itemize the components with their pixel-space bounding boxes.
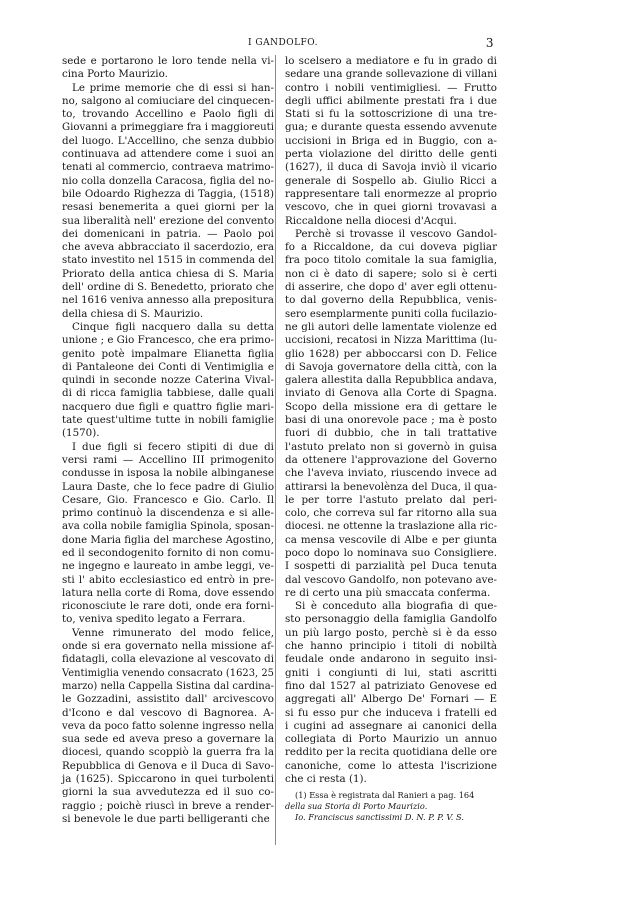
right-column-line: basi di una onorevole pace ; ma è posto <box>285 414 497 427</box>
page-header <box>62 36 494 50</box>
left-column-line: Venne rimunerato del modo felice, <box>72 626 275 639</box>
left-column-line: nio colla donzella Caracosa, figlia del no- <box>62 174 275 187</box>
right-column-line: ca mensa vescovile di Albe e per giunta <box>285 533 497 546</box>
right-column-line: fra poco titolo comitale la sua famiglia, <box>285 254 497 267</box>
right-column-line: non ci è dato di sapere; solo si è certi <box>285 267 498 280</box>
right-column-line: collegiata di Porto Maurizio un annuo <box>285 733 498 746</box>
left-column-line: ava colla nobile famiglia Spinola, sposan- <box>62 520 275 533</box>
left-column-line: dell' ordine di S. Benedetto, priorato che <box>62 281 275 294</box>
left-column-line: Ventimiglia venendo consacrato (1623, 25 <box>62 666 275 679</box>
footnote-line: (1) Essa è registrata dal Ranieri a pag. 164 <box>295 790 475 801</box>
right-column-line: aggregati all' Albergo De' Fornari — E <box>285 693 497 706</box>
footnote-line: della sua Storia di Porto Maurizio. <box>285 801 428 812</box>
right-column-line: i cugini ad assegnare ai canonici della <box>285 719 497 732</box>
right-column-line: da ottenere l'approvazione del Governo <box>285 453 498 466</box>
left-column-line: primo continuò la discendenza e si alle- <box>62 507 275 520</box>
left-column-line: Giovanni a primeggiare fra i maggioreuti <box>62 121 275 134</box>
left-column-line: sti l' abito ecclesiastico ed entrò in pre- <box>62 573 275 586</box>
right-column-line: poco dopo lo nominava suo Consigliere. <box>285 546 497 559</box>
left-column-text <box>62 55 274 826</box>
right-column-line: l'astuto prelato non si governò in guisa <box>285 440 498 453</box>
right-column-line: contro i nobili ventimigliesi. — Frutto <box>285 81 497 94</box>
right-column-line: vescovo, che in quei giorni trovavasi a <box>285 201 497 214</box>
left-column-line: marzo) nella Cappella Sistina dal cardina- <box>62 679 275 692</box>
right-column-line: Stati si fu la sottoscrizione di una tre- <box>285 108 497 121</box>
left-column-line: si benevole le due parti belligeranti che <box>62 812 270 825</box>
left-column-line: sua sede ed aveva preso a governare la <box>62 733 275 746</box>
right-column-line: che l'aveva inviato, riuscendo invece ad <box>285 467 498 480</box>
right-column-line: uccisioni in Briga ed in Buggio, con a- <box>285 134 497 147</box>
right-column-line: le per torre l'astuto prelato dal peri- <box>285 493 498 506</box>
left-column-line: Repubblica di Genova e il Duca di Savo- <box>62 759 274 772</box>
right-column-line: di asserire, che dopo d' aver egli ottenu- <box>285 281 497 294</box>
left-column-line: genito potè impalmare Elianetta figlia <box>62 347 274 360</box>
right-column-line: canoniche, come lo attesta l'iscrizione <box>285 759 497 772</box>
left-column-line: veva da poco fatto solenne ingresso nella <box>62 719 275 732</box>
right-column-line: re di certo una più smaccata conferma. <box>285 586 491 599</box>
left-column-line: Priorato della antica chiesa di S. Maria <box>62 267 274 280</box>
left-column-line: to, veniva spedito legato a Ferrara. <box>62 613 246 626</box>
left-column-line: del luogo. L'Accellino, che senza dubbio <box>62 134 274 147</box>
right-column-line: generale di Sospello ab. Giulio Ricci a <box>285 174 498 187</box>
left-column-line: Le prime memorie che di essi si han- <box>72 81 275 94</box>
left-column-line: condusse in isposa la nobile albinganese <box>62 467 274 480</box>
left-column-line: Laura Daste, che lo fece padre di Giulio <box>62 480 275 493</box>
right-column-line: ne gli autori delle lamentate violenze ed <box>285 320 497 333</box>
right-column-line: I sospetti di parzialità pel Duca tenuta <box>285 560 497 573</box>
right-column-line: che ci resta (1). <box>285 773 367 786</box>
page-number: 3 <box>485 36 494 50</box>
left-column-line: nel 1616 veniva annesso alla prepositura <box>62 294 274 307</box>
right-column-line: fino dal 1527 al patriziato Genovese ed <box>285 679 498 692</box>
left-column-line: raggio ; poichè riuscì in breve a render- <box>62 799 274 812</box>
left-column-line: continuava ad attendere come i suoi an <box>62 148 275 161</box>
left-column-line: sede e portarono le loro tende nella vi- <box>62 55 274 67</box>
left-column-line: ne ingegno e laureato in ambe leggi, ve- <box>62 560 274 573</box>
right-column-line: diocesi. ne ottenne la traslazione alla ric- <box>285 520 498 533</box>
left-column-line: giorni la sua avvedutezza ed il suo co- <box>62 786 274 799</box>
footnotes <box>285 790 497 823</box>
left-column-line: tate quest'ultime tutte in nobili famiglie <box>62 414 275 427</box>
left-column-line: (1570). <box>62 427 100 440</box>
left-column-line: le Gozzadini, assistito dall' arcivescovo <box>62 693 274 706</box>
right-column-line: degli uffici abilmente prestati fra i due <box>285 94 498 107</box>
left-column-line: stato investito nel 1515 in commenda del <box>62 254 275 267</box>
right-column-line: galera allestita dalla Repubblica andava, <box>285 374 497 387</box>
right-column-line: fo a Riccaldone, da cui doveva pigliar <box>285 241 497 254</box>
right-column-line: Riccaldone nella diocesi d'Acqui. <box>285 214 457 227</box>
left-column-line: to, trovando Accellino e Paolo figli di <box>62 108 275 121</box>
left-column-line: della chiesa di S. Maurizio. <box>62 307 204 320</box>
left-column-line: di di ricca famiglia tabbiese, dalle quali <box>62 387 274 400</box>
left-column-line: che aveva abbracciato il sacerdozio, era <box>62 241 274 254</box>
right-column-line: glio 1628) per abboccarsi con D. Felice <box>285 347 497 360</box>
left-column-line: d'Icono e dal vescovo di Bagnorea. A- <box>62 706 275 719</box>
right-column-line: un più largo posto, perchè si è da esso <box>285 626 497 639</box>
right-column-line: gua; e durante questa essendo avvenute <box>285 121 498 134</box>
left-column-line: Cesare, Gio. Francesco e Gio. Carlo. Il <box>62 493 274 506</box>
left-column-line: diocesi, quando scoppiò la guerra fra la <box>62 746 274 759</box>
right-column-line: to dal governo della Repubblica, venis- <box>285 294 498 307</box>
left-column-line: dei domenicani in patria. — Paolo poi <box>62 227 274 240</box>
left-column-line: I due figli si fecero stipiti di due di <box>72 440 274 453</box>
right-column-line: colo, che correva sul far ritorno alla sua <box>285 507 497 520</box>
right-column-line: Scopo della missione era di gettare le <box>285 400 498 413</box>
left-column-line: Cinque figli nacquero dalla su detta <box>72 320 274 333</box>
left-column-line: sua liberalità nell' erezione del convento <box>62 214 275 227</box>
left-column-line: cina Porto Maurizio. <box>62 68 168 81</box>
right-column-line: lo scelsero a mediatore e fu in grado di <box>285 55 497 67</box>
right-column-line: che hanno principio i titoli di nobiltà <box>285 640 498 653</box>
left-column-line: resasi benemerita a quei giorni per la <box>62 201 275 214</box>
right-column-line: di Savoja governatore della città, con la <box>285 360 498 373</box>
right-column-line: inviato di Genova alla Corte di Spagna. <box>285 387 497 400</box>
left-column-line: fidatagli, colla elevazione al vescovato di <box>62 653 274 666</box>
right-column-line: uccisioni, recatosi in Nizza Marittima (lu- <box>285 334 497 347</box>
left-column <box>62 55 274 826</box>
left-column-line: nacquero due figli e quattro figlie mari- <box>62 400 274 413</box>
right-column-line: (1627), il duca di Savoja inviò il vicario <box>285 161 498 174</box>
right-column-line: sero esemplarmente puniti colla fucilazio- <box>285 307 498 320</box>
left-column-line: versi rami — Accellino III primogenito <box>62 453 274 466</box>
right-column-text <box>285 55 497 786</box>
footnote-line: Io. Franciscus sanctissimi D. N. P. P. V. S. <box>295 812 464 823</box>
right-column-line: fuori di dubbio, che in tali trattative <box>285 427 497 440</box>
left-column-line: tenati al commercio, contraeva matrimo- <box>62 161 275 174</box>
right-column-line: sto personaggio della famiglia Gandolfo <box>285 613 497 626</box>
right-column-line: attirarsi la benevolènza del Duca, il qua- <box>285 480 498 493</box>
right-column-line: sedare una grande sollevazione di villani <box>285 68 498 81</box>
right-column-line: dal vescovo Gandolfo, non potevano ave- <box>285 573 497 586</box>
right-column-line: perta violazione del diritto delle genti <box>285 148 497 161</box>
right-column-line: reddito per la recita quotidiana delle ore <box>285 746 498 759</box>
right-column-line: feudale onde andarono in seguito insi- <box>285 653 497 666</box>
right-column-line: rappresentare tali enormezze al proprio <box>285 187 497 200</box>
left-column-line: riconosciute le rare doti, onde era forni- <box>62 600 274 613</box>
running-title: I GANDOLFO. <box>248 38 319 48</box>
left-column-line: latura nella corte di Roma, dove essendo <box>62 586 275 599</box>
right-column-line: Perchè si trovasse il vescovo Gandol- <box>295 227 497 240</box>
left-column-line: bile Odoardo Righezza di Taggia, (1518) <box>62 187 274 200</box>
left-column-line: no, salgono al comiuciare del cinquecen- <box>62 94 274 107</box>
right-column <box>285 55 497 823</box>
column-divider <box>275 55 276 845</box>
right-column-line: gniti i congiunti di lui, stati ascritti <box>285 666 497 679</box>
left-column-line: ja (1625). Spiccarono in quei turbolenti <box>62 773 274 786</box>
left-column-line: ed il secondogenito fornito di non comu- <box>62 546 274 559</box>
left-column-line: onde si era governato nella missione af- <box>62 640 274 653</box>
left-column-line: quindi in seconde nozze Caterina Vival- <box>62 374 274 387</box>
left-column-line: di Pantaleone dei Conti di Ventimiglia e <box>62 360 274 373</box>
left-column-line: done Maria figlia del marchese Agostino, <box>62 533 274 546</box>
right-column-line: si fu esso pur che induceva i fratelli ed <box>285 706 497 719</box>
left-column-line: unione ; e Gio Francesco, che era primo- <box>62 334 275 347</box>
right-column-line: Si è conceduto alla biografia di que- <box>295 600 498 613</box>
